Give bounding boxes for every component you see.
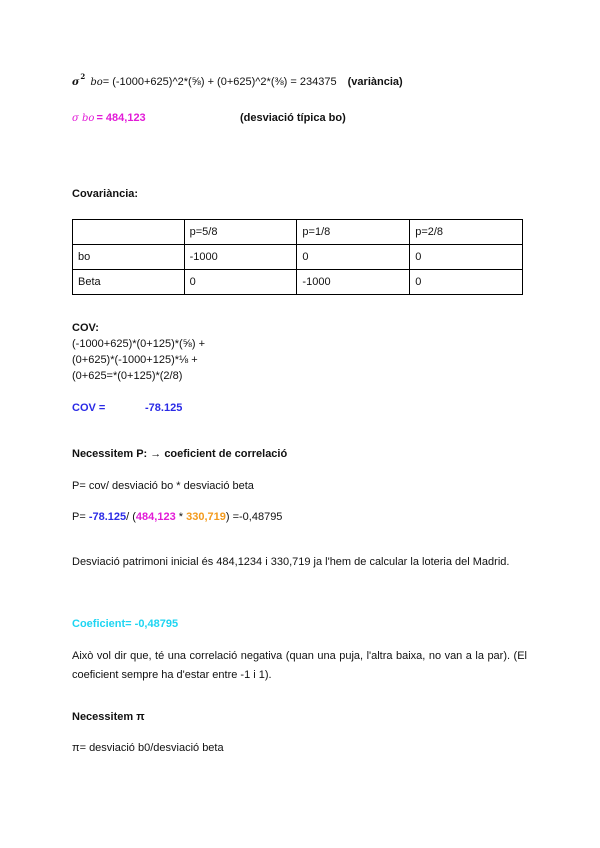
cov-formula-line: (-1000+625)*(0+125)*(⅝) +: [72, 338, 205, 350]
cov-formula: [72, 338, 205, 386]
table-cell: -1000: [184, 245, 297, 270]
p-calc-suffix: ) =-0,48795: [225, 511, 283, 523]
covariance-title: Covariància:: [72, 188, 139, 200]
table-row: [73, 270, 523, 295]
table-header-cell: p=2/8: [410, 220, 523, 245]
table-cell: 0: [297, 245, 410, 270]
cov-formula-line: (0+625)*(-1000+125)*⅛ +: [72, 354, 198, 366]
variance-label: (variància): [347, 76, 403, 88]
table-header-row: [73, 220, 523, 245]
p-calc-times: *: [175, 511, 187, 523]
p-calculation: [72, 511, 282, 523]
table-cell: 0: [410, 270, 523, 295]
table-cell: 0: [184, 270, 297, 295]
sigma-symbol: $\sigma^2$: [72, 72, 86, 88]
paragraph-deviation: Desviació patrimoni inicial és 484,1234 i 330,719 ja l'hem de calcular la loteria del Madrid.: [72, 556, 510, 568]
need-p-title: Necessitem P: → coeficient de correlació: [72, 448, 288, 460]
p-calc-dev-beta: 330,719: [186, 511, 226, 523]
table-header-cell: [73, 220, 185, 245]
cov-result-value: -78.125: [145, 402, 183, 414]
cov-result-label: COV =: [72, 402, 106, 414]
variance-line: [72, 72, 403, 88]
cov-formula-line: (0+625=*(0+125)*(2/8): [72, 370, 183, 382]
table-row: [73, 245, 523, 270]
stddev-label: (desviació típica bo): [240, 112, 346, 124]
stddev-line: [72, 112, 146, 124]
table-cell: bo: [73, 245, 185, 270]
table-header-cell: p=5/8: [184, 220, 297, 245]
need-pi-title: Necessitem π: [72, 711, 145, 723]
p-calc-prefix: P=: [72, 511, 89, 523]
variance-expression: = (-1000+625)^2*(⅝) + (0+625)^2*(⅜) = 234375: [102, 76, 337, 88]
covariance-table: [72, 219, 523, 295]
table-cell: Beta: [73, 270, 185, 295]
p-formula: P= cov/ desviació bo * desviació beta: [72, 480, 254, 492]
p-calc-cov: -78.125: [88, 511, 127, 523]
table-cell: -1000: [297, 270, 410, 295]
p-calc-dev-bo: 484,123: [135, 511, 176, 523]
stddev-value: = 484,123: [96, 112, 146, 124]
pi-formula: π= desviació b0/desviació beta: [72, 742, 224, 754]
table-cell: 0: [410, 245, 523, 270]
paragraph-correlation: Això vol dir que, té una correlació negativa (quan una puja, l'altra baixa, no van a la par). (El coeficient sempre ha d'estar entre -1 i 1).: [72, 650, 527, 681]
cov-title: COV:: [72, 322, 99, 334]
stddev-symbol: σ bo: [72, 113, 95, 124]
coefficient-line: Coeficient= -0,48795: [72, 618, 179, 630]
variance-subscript: bo: [90, 77, 103, 88]
p-calc-mid: / (: [126, 511, 136, 523]
table-header-cell: p=1/8: [297, 220, 410, 245]
